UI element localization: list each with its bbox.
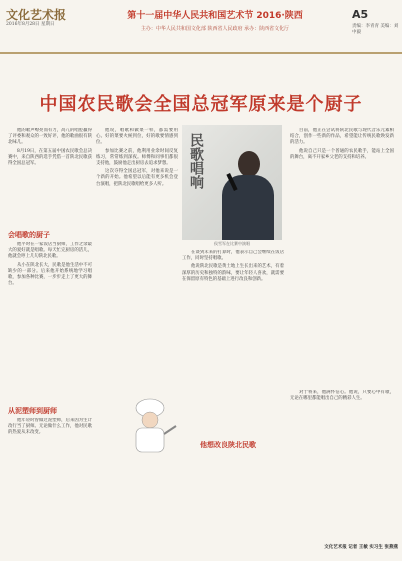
singer-head xyxy=(238,151,260,177)
article-headline: 中国农民歌会全国总冠军原来是个厨子 xyxy=(39,94,363,115)
banner-title: 第十一届中华人民共和国艺术节 2016·陕西 xyxy=(127,11,303,21)
article-column-1c xyxy=(8,418,92,548)
article-column-1a xyxy=(8,128,92,228)
page-number: A5 xyxy=(352,8,369,21)
page-meta: 责编：李青青 美编：刘中毅 xyxy=(352,24,399,35)
newspaper-logo: 文化艺术报 xyxy=(6,8,67,22)
photo-caption: 侯雪军在比赛中演唱 xyxy=(214,241,250,246)
chef-illustration xyxy=(120,396,180,454)
paragraph: 在谈到未来的打算时，他表示自己会继续在饭店工作，同时坚持唱歌。 xyxy=(182,250,284,262)
article-column-1b xyxy=(8,242,92,398)
calligraphy-backdrop: 民歌唱响 xyxy=(188,133,204,189)
subheading-2: 从泥塑师到厨师 xyxy=(8,407,57,415)
banner-subtitle: 主办：中华人民共和国文化部 陕西省人民政府 承办：陕西省文化厅 xyxy=(140,26,290,32)
paragraph: 对于将来，他满怀信心。他说，只要心中有歌，无论在哪里都能唱出自己的精彩人生。 xyxy=(290,390,394,402)
singer-photo xyxy=(182,125,282,240)
paragraph: 他平时在一家饭店当厨师，工作之余最大的爱好就是唱歌。每天忙完厨房的活儿，他就会哼上几句陕北民歌。 xyxy=(8,242,92,260)
paragraph: 他的歌声嘹亮而有力，高亢的唱腔赢得了评委和观众的一致好评，他的歌曲很有陕北味儿。 xyxy=(8,128,92,146)
article-column-3 xyxy=(182,250,284,390)
article-column-4 xyxy=(290,128,394,378)
byline: 文化艺术报 记者 王敏 实习生 张燕燕 xyxy=(324,545,398,550)
article-column-2 xyxy=(96,128,178,390)
paragraph: 他说自己只是一个普通的农民歌手，能站上全国的舞台，离不开家乡父老的支持和培养。 xyxy=(290,148,394,160)
paragraph: 8月19日，在第五届中国农民歌会总决赛中，来自陕西的选手凭借一首陕北民歌获得全国总冠军。 xyxy=(8,148,92,167)
paragraph: 他年轻时曾做过泥塑师，后来因为生计改行当了厨师。无论做什么工作，他对民歌的热爱从未改变。 xyxy=(8,418,92,436)
article-column-3b xyxy=(182,454,284,546)
paragraph: 他说陕北民歌是黄土地上生长出来的艺术，有着深厚的历史和独特的韵味，要让年轻人喜欢，就需要在保留原有特色的基础上进行改良和创新。 xyxy=(182,264,284,282)
subheading-1: 会唱歌的厨子 xyxy=(8,231,50,239)
paragraph: 参加比赛之前，他利用业余时间反复练习，常常练到深夜。师傅和同事们都很支持他，鼓励他走出厨房去追求梦想。 xyxy=(96,148,178,167)
masthead xyxy=(0,0,402,54)
article-column-4b xyxy=(290,390,394,540)
singer-body xyxy=(222,175,274,240)
subheading-3: 他想改良陕北民歌 xyxy=(200,441,256,449)
festival-banner xyxy=(74,8,356,32)
issue-info: 2016年8月28日 星期日 xyxy=(6,22,55,27)
article-column-2b xyxy=(96,396,120,546)
paragraph: 从小在陕北长大，民歌是他生活中不可缺少的一部分。后来他开始系统地学习唱歌，参加各种比赛，一步步走上了更大的舞台。 xyxy=(8,262,92,287)
paragraph: 这次夺得全国总冠军，对他来说是一个新的开始。他希望以后能有更多机会登台演唱，把陕北民歌唱给更多人听。 xyxy=(96,169,178,187)
paragraph: 他说，唱歌和做菜一样，都需要用心。好的菜要火候到位，好的歌要情感到位。 xyxy=(96,128,178,146)
paragraph: 目前，他正在尝试将陕北民歌与现代音乐元素相结合，创作一些新的作品，希望能让传统民歌焕发新的活力。 xyxy=(290,128,394,146)
